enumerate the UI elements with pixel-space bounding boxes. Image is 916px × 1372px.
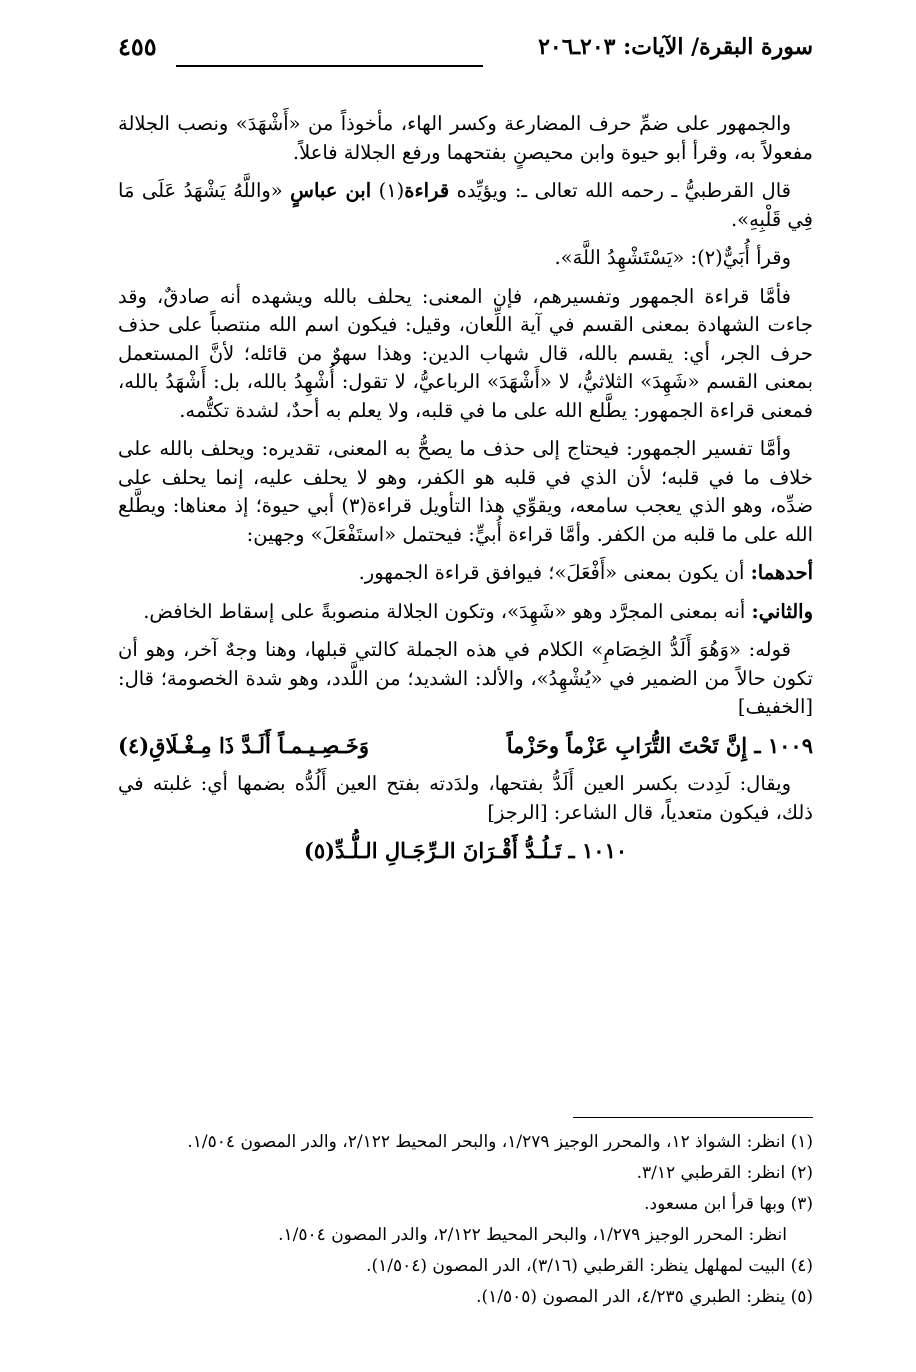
bold-term: قراءة — [404, 179, 450, 202]
footnote-4: (٤) البيت لمهلهل ينظر: القرطبي (٣/١٦)، الدر المصون (١/٥٠٤). — [366, 1256, 813, 1276]
footnote-separator — [573, 1117, 813, 1118]
text-run: أنه بمعنى المجرَّد وهو «شَهِدَ»، وتكون الجلالة منصوبةً على إسقاط الخافض. — [143, 599, 752, 623]
paragraph-qurtubi — [118, 177, 813, 234]
footnote-1: (١) انظر: الشواذ ١٢، والمحرر الوجيز ١/٢٧٩، والبحر المحيط ٢/١٢٢، والدر المصون ١/٥٠٤. — [187, 1132, 813, 1152]
bold-label: أحدهما: — [750, 561, 813, 584]
page-number: ٤٥٥ — [118, 32, 157, 61]
text-run: «واللَّهُ يَشْهَدُ عَلَى مَا فِي قَلْبِهِ». — [118, 179, 813, 231]
paragraph: وأمَّا تفسير الجمهور: فيحتاج إلى حذف ما يصحُّ به المعنى، تقديره: ويحلف بالله على خلاف ما في قلبه؛ لأن الذي في قلبه هو الكفر، وهو لا يحلف عليه، إنما يحلف على ضدِّه، وهو الذي يعجب سامعه، ويقوِّي هذا التأويل قراءة(٣) أبي حيوة؛ إذ معناها: ويطَّلع الله على ما قلبه من الكفر. وأمَّا قراءة أُبيٍّ: فيحتمل «استَفْعَلَ» وجهين: — [118, 437, 813, 546]
verse-line: ١٠١٠ ـ تَـلُـدُّ أَقْـرَانَ الـرِّجَـالِ الـلُّـدِّ(٥) — [303, 838, 628, 863]
main-text — [118, 110, 813, 876]
footnote-3-continuation: انظر: المحرر الوجيز ١/٢٧٩، والبحر المحيط ٢/١٢٢، والدر المصون ١/٥٠٤. — [278, 1225, 787, 1245]
poetry-verse-1009 — [118, 732, 813, 761]
footnote-ref: (١) — [371, 179, 405, 202]
verse-second-hemistich: وَخَـصِـيـمـاً أَلَـدَّ ذَا مِـغْـلَاقِ(٤) — [118, 732, 370, 758]
text-run: أن يكون بمعنى «أَفْعَلَ»؛ فيوافق قراءة الجمهور. — [358, 561, 751, 584]
footnote-2: (٢) انظر: القرطبي ٣/١٢. — [636, 1163, 813, 1183]
footnote-3: (٣) وبها قرأ ابن مسعود. — [644, 1194, 813, 1214]
running-title: سورة البقرة/ الآيات: ٢٠٣ـ٢٠٦ — [538, 34, 813, 60]
verse-first-hemistich: ١٠٠٩ ـ إِنَّ تَحْتَ التُّرَابِ عَزْماً وحَزْماً — [506, 732, 813, 758]
paragraph-first-view — [118, 559, 813, 588]
paragraph: فأمَّا قراءة الجمهور وتفسيرهم، فإن المعنى: يحلف بالله ويشهده أنه صادقٌ، وقد جاءت الشهادة بمعنى القسم في آية اللِّعان، وقيل: فيكون اسم الله منتصباً على حذف حرف الجر، أي: يقسم بالله، قال شهاب الدين: وهذا سهوٌ من قائله؛ لأنَّ المستعمل بمعنى القسم «شَهِدَ» الثلاثيُّ، لا «أَشْهَدَ» الرباعيُّ، لا تقول: أُشْهِدُ بالله، بل: أَشْهَدُ بالله، فمعنى قراءة الجمهور: يطَّلع الله على ما في قلبه، ولا يعلم به أحدٌ، لشدة تكتُّمه. — [118, 284, 813, 422]
footnotes — [118, 1127, 813, 1313]
paragraph: ويقال: لَدِدت بكسر العين أَلَدُّ بفتحها، ولدَدته بفتح العين أَلُدُّه بضمها أي: غلبته في ذلك، فيكون متعدياً، قال الشاعر: [الرجز] — [118, 772, 813, 824]
paragraph: قوله: «وَهُوَ أَلَدُّ الخِصَامِ» الكلام في هذه الجملة كالتي قبلها، وهنا وجهٌ آخر، وهو أن تكون حالاً من الضمير في «يُشْهِدُ»، والألد: الشديد؛ من اللَّدد، وهو شدة الخصومة؛ قال: [الخفيف] — [118, 638, 813, 718]
paragraph-second-view — [118, 598, 813, 627]
text-run: قال القرطبيُّ ـ رحمه الله تعالى ـ: ويؤيِّده — [449, 179, 791, 202]
paragraph: والجمهور على ضمِّ حرف المضارعة وكسر الهاء، مأخوذاً من «أَشْهَدَ» ونصب الجلالة مفعولاً به، وقرأ أبو حيوة وابن محيصنٍ بفتحهما ورفع الجلالة فاعلاً. — [118, 112, 813, 164]
header-rule — [176, 65, 483, 67]
footnote-5: (٥) ينظر: الطبري ٤/٢٣٥، الدر المصون (١/٥٠٥). — [476, 1287, 813, 1307]
bold-label: والثاني: — [751, 599, 813, 623]
paragraph: وقرأ أُبَيٌّ(٢): «يَسْتَشْهِدُ اللَّهَ». — [554, 246, 791, 269]
bold-name: ابن عباسٍ — [290, 179, 372, 202]
running-header — [118, 34, 813, 74]
poetry-verse-1010 — [118, 837, 813, 866]
